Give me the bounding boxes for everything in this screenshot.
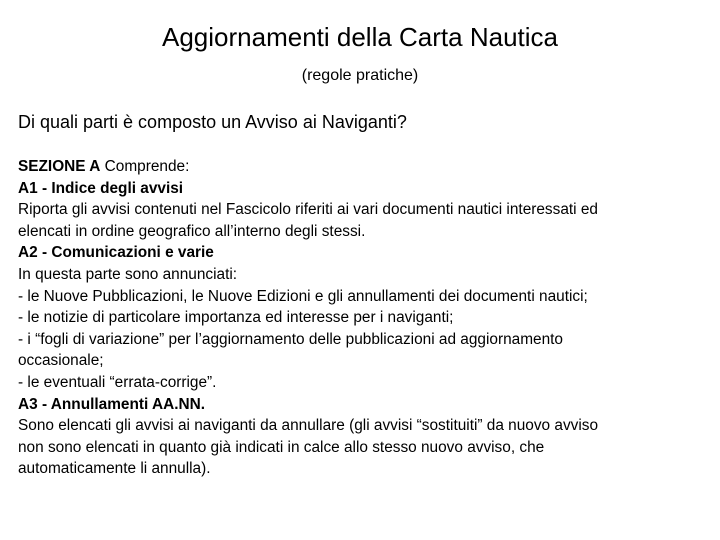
body-text: [18, 156, 708, 480]
a2-heading: A2 - Comunicazioni e varie: [18, 244, 214, 262]
sezione-label: SEZIONE A: [18, 158, 101, 175]
a3-text-line: Sono elencati gli avvisi ai naviganti da annullare (gli avvisi “sostituiti” da nuovo avviso: [18, 417, 599, 435]
list-item: - le eventuali “errata-corrige”.: [18, 373, 217, 391]
a1-heading: A1 - Indice degli avvisi: [18, 179, 184, 197]
list-item: - i “fogli di variazione” per l’aggiornamento delle pubblicazioni ad aggiornamento: [18, 330, 563, 348]
sezione-line: [18, 156, 708, 178]
a2-intro: In questa parte sono annunciati:: [18, 265, 238, 283]
page-title: Aggiornamenti della Carta Nautica: [162, 22, 558, 52]
page-subtitle: (regole pratiche): [301, 67, 419, 84]
sezione-rest: Comprende:: [100, 158, 190, 175]
list-item-continuation: occasionale;: [18, 352, 104, 370]
a3-heading: A3 - Annullamenti AA.NN.: [18, 395, 205, 413]
a1-text-line: elencati in ordine geografico all’interno degli stessi.: [18, 222, 366, 240]
list-item: - le notizie di particolare importanza ed interesse per i naviganti;: [18, 309, 454, 327]
a1-text-line: Riporta gli avvisi contenuti nel Fascicolo riferiti ai vari documenti nautici interessati ed: [18, 201, 598, 219]
question-text: Di quali parti è composto un Avviso ai Naviganti?: [18, 112, 407, 132]
a3-text-line: non sono elencati in quanto già indicati in calce allo stesso nuovo avviso, che: [18, 438, 545, 456]
a3-text-line: automaticamente li annulla).: [18, 460, 211, 478]
list-item: - le Nuove Pubblicazioni, le Nuove Edizioni e gli annullamenti dei documenti nautici;: [18, 287, 588, 305]
